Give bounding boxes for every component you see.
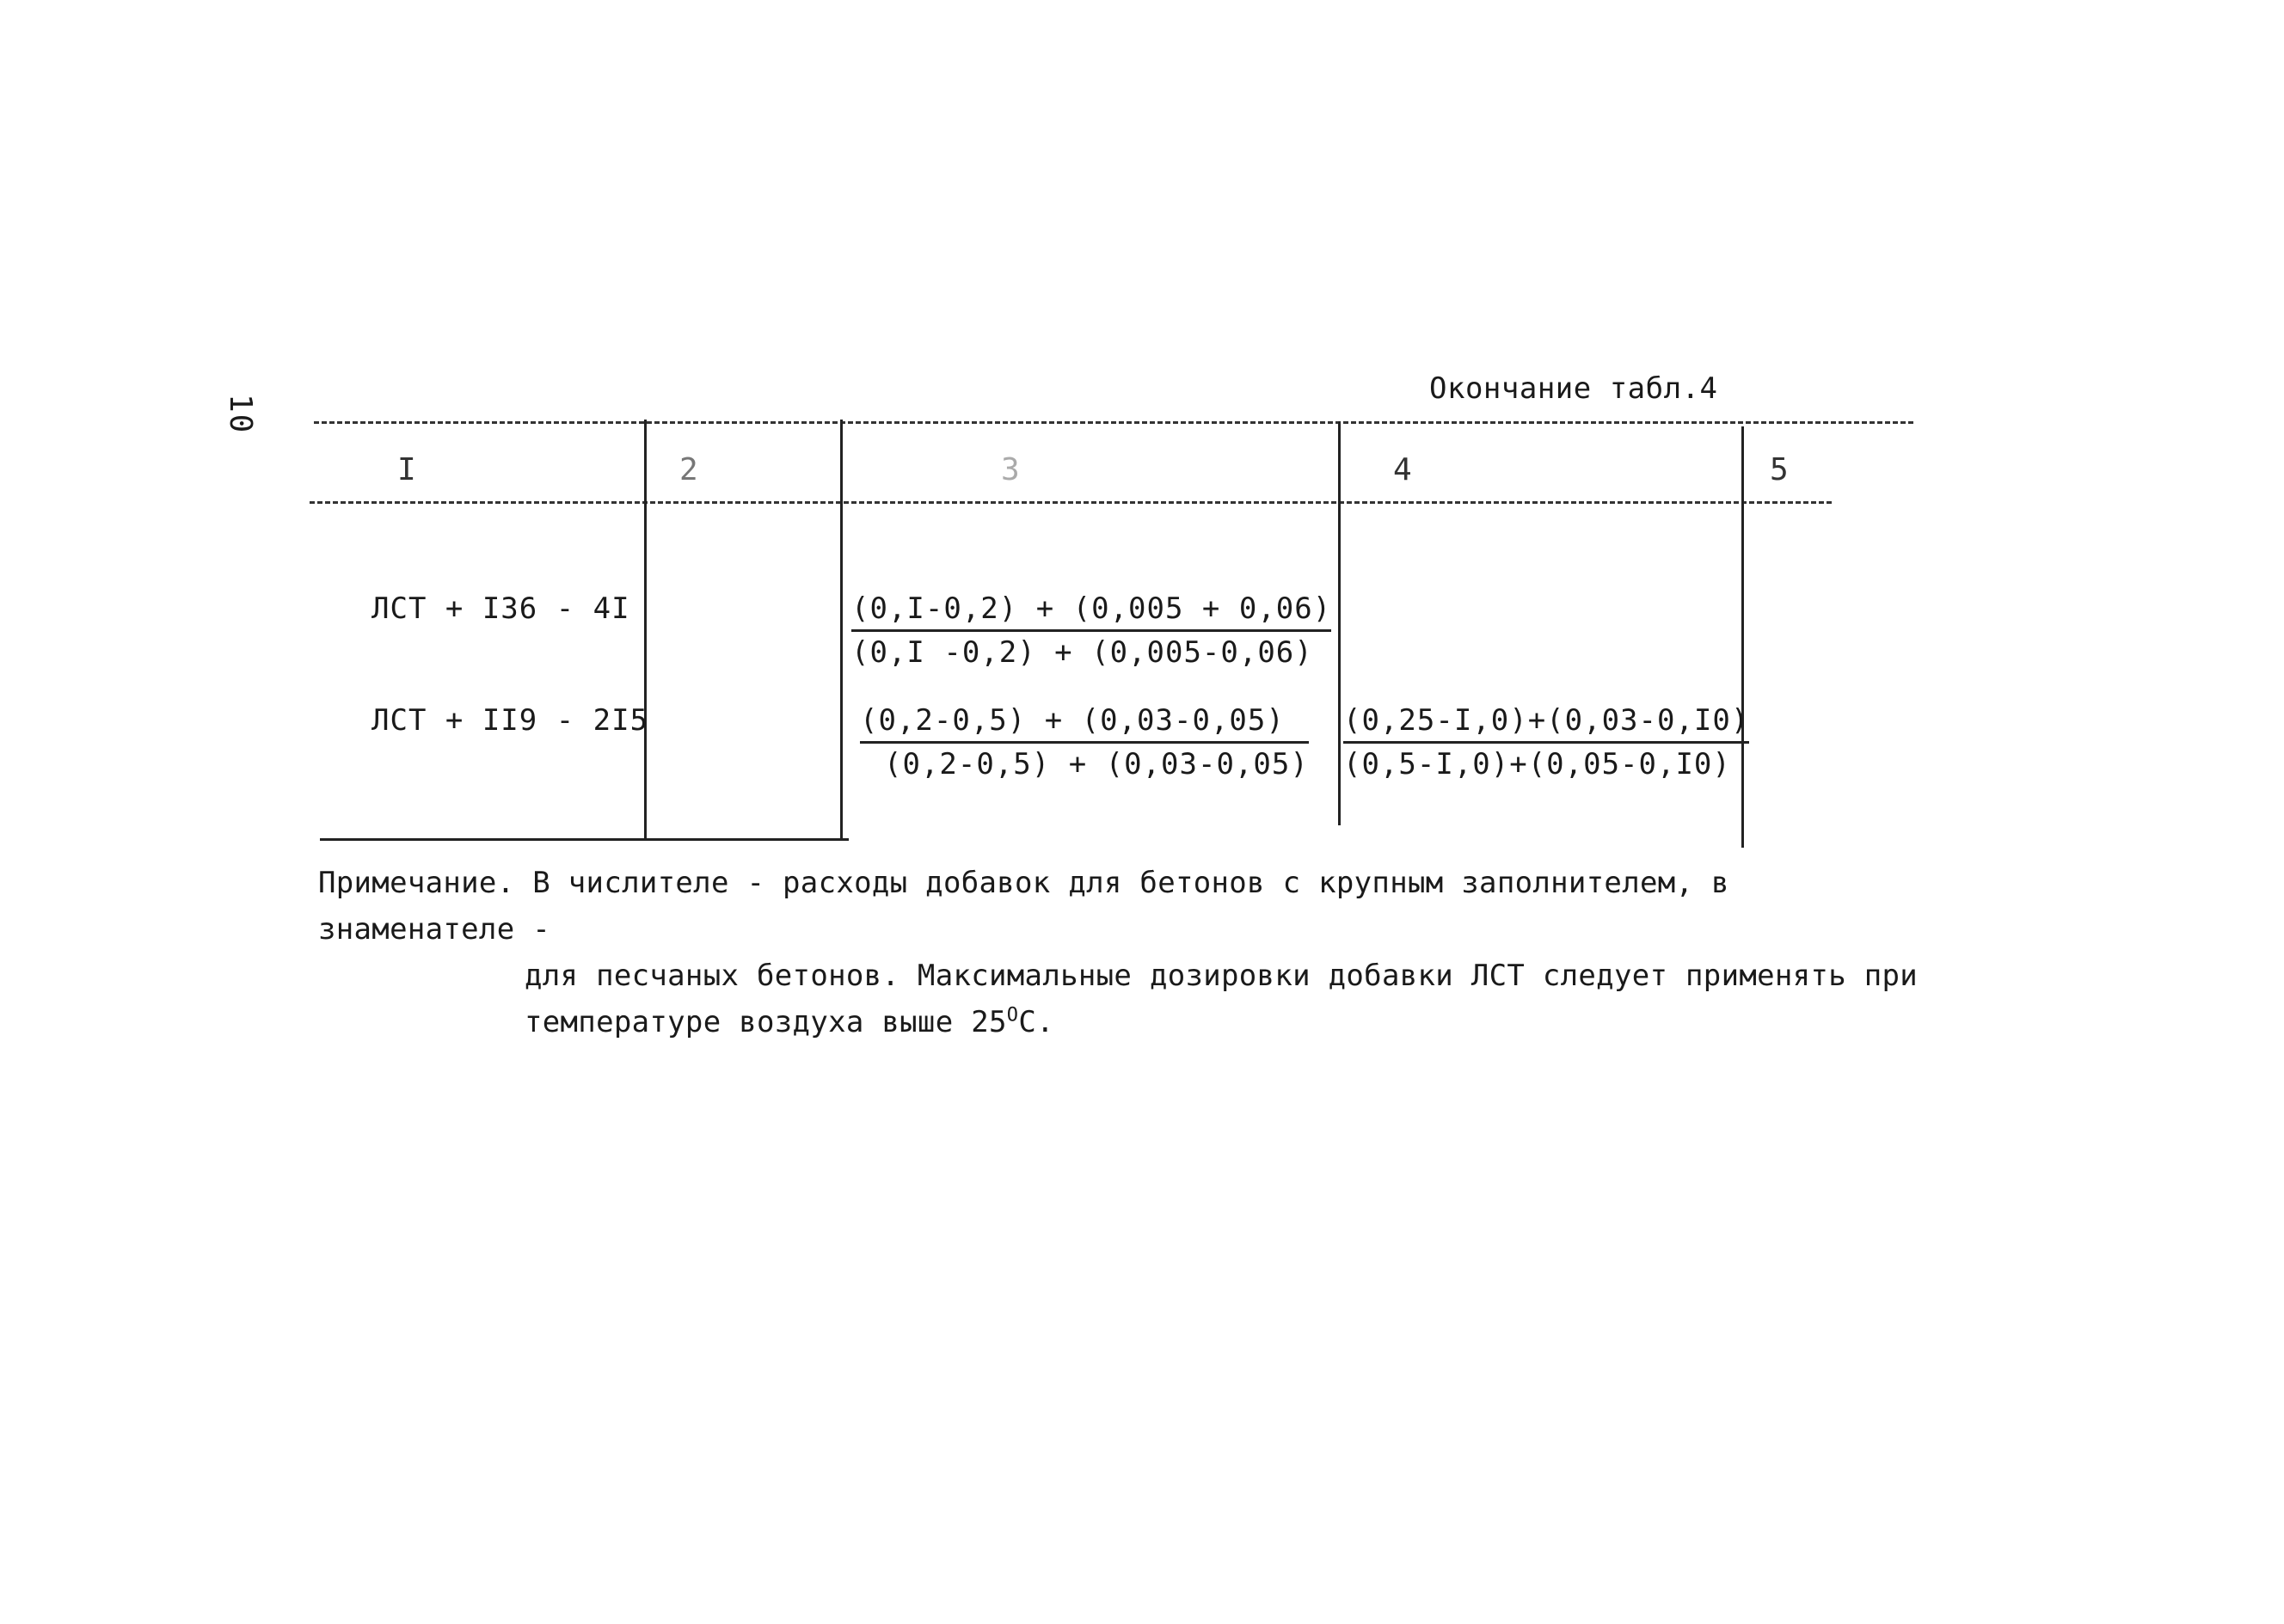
column-header-2: 2 [679,452,698,487]
row-2-col4-numerator: (0,25-I,0)+(0,03-0,I0) [1343,703,1749,744]
table-continuation-label: Окончание табл.4 [1429,371,1718,406]
row-1-label: ЛСТ + I36 - 4I [371,591,630,626]
column-divider-1 [644,420,647,839]
table-note [318,860,1935,1045]
column-header-4: 4 [1393,452,1412,487]
row-2-dosage-col4 [1343,703,1749,781]
row-2-dosage-col3 [860,703,1309,781]
note-lead: Примечание. [318,866,515,900]
row-2-col4-denominator: (0,5-I,0)+(0,05-0,I0) [1343,747,1731,781]
row-2-label: ЛСТ + II9 - 2I5 [371,703,649,738]
header-bottom-rule [310,501,1832,504]
row-1-dosage-col3 [851,591,1331,670]
column-divider-4 [1741,426,1744,848]
note-line-2: для песчаных бетонов. Максимальные дозировки добавки ЛСТ следует применять при [525,959,1919,993]
note-line-3-unit: C. [1018,1005,1054,1039]
column-header-5: 5 [1770,452,1789,487]
row-1-col3-numerator: (0,I-0,2) + (0,005 + 0,06) [851,591,1331,632]
note-line-3-text: температуре воздуха выше 25 [525,1005,1007,1039]
row-2-col3-denominator: (0,2-0,5) + (0,03-0,05) [884,747,1309,781]
degree-sign: O [1006,1004,1019,1026]
column-divider-3 [1338,421,1341,825]
table-bottom-rule [320,838,849,841]
note-line-1: В числителе - расходы добавок для бетонов с крупным заполнителем, в знаменателе - [318,866,1729,947]
row-1-col3-denominator: (0,I -0,2) + (0,005-0,06) [851,635,1313,670]
note-line-3 [318,999,1935,1045]
row-2-col3-numerator: (0,2-0,5) + (0,03-0,05) [860,703,1309,744]
column-header-3: 3 [1001,452,1020,487]
column-header-1: I [397,452,416,487]
page-number: 10 [223,394,258,435]
column-divider-2 [840,420,843,839]
table-top-rule [314,421,1913,424]
